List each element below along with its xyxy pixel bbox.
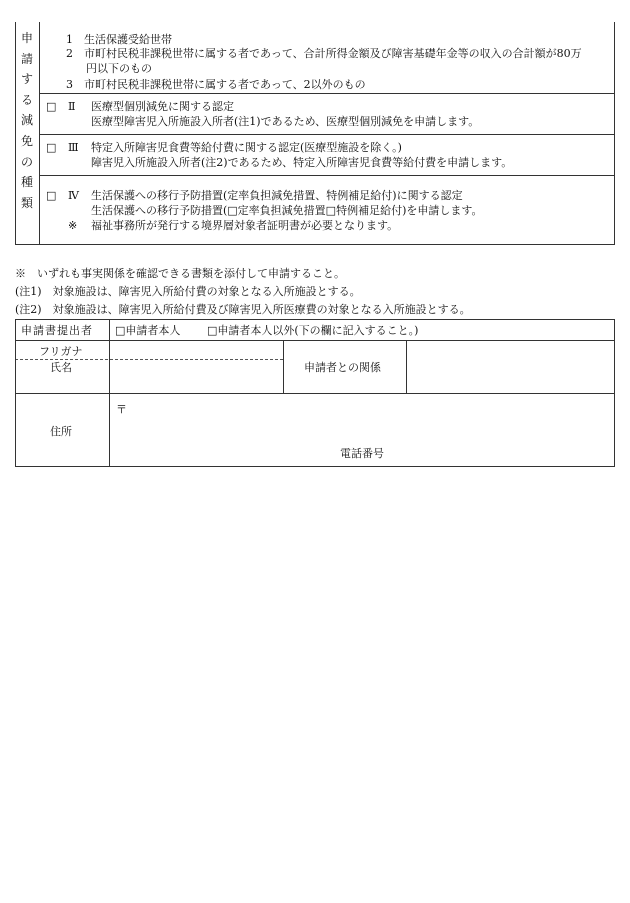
submitter-row-divider-2 [15,393,615,394]
section2-checkbox[interactable]: □ [46,100,57,113]
section4-note: 福祉事務所が発行する境界層対象者証明書が必要となります。 [91,219,399,232]
furigana-label: フリガナ [39,345,83,358]
note-2: (注2) 対象施設は、障害児入所給付費及び障害児入所医療費の対象となる入所施設とする。 [15,303,471,316]
option-other[interactable]: □申請者本人以外(下の欄に記入すること。) [207,324,419,337]
section2-body: 医療型障害児入所施設入所者(注1)であるため、医療型個別減免を申請します。 [91,115,480,128]
section4-title: 生活保護への移行予防措置(定率負担減免措置、特例補足給付)に関する認定 [91,189,463,202]
section1-item1: 1 生活保護受給世帯 [66,33,172,46]
address-label: 住所 [50,425,72,438]
option-self[interactable]: □申請者本人 [115,324,181,337]
header-char: 種 [20,175,33,190]
postal-mark: 〒 [116,403,127,416]
reduction-type-header [15,28,39,213]
note-1: (注1) 対象施設は、障害児入所給付費の対象となる入所施設とする。 [15,285,361,298]
header-char: 申 [20,31,33,45]
section1-item2: 2 市町村民税非課税世帯に属する者であって、合計所得金額及び障害基礎年金等の収入の合計額が80万 [66,47,582,60]
table-border-bottom [15,244,615,245]
name-field[interactable] [110,361,282,393]
section-divider-1 [39,93,615,94]
address-field[interactable] [130,398,610,440]
submitter-border-right [614,319,615,467]
furigana-divider [15,359,283,360]
submitter-border-left [15,319,16,467]
name-relation-divider [283,340,284,394]
section-divider-2 [39,134,615,135]
submitter-label: 申請書提出者 [21,324,93,337]
general-note: ※ いずれも事実関係を確認できる書類を添付して申請すること。 [15,267,345,280]
header-char: 請 [20,51,33,66]
phone-field[interactable] [392,444,610,462]
section4-checkbox[interactable]: □ [46,189,57,202]
section2-numeral: Ⅱ [68,100,76,113]
header-char: す [20,72,33,87]
header-char: 減 [20,113,33,128]
section3-numeral: Ⅲ [68,141,79,154]
section3-body: 障害児入所施設入所者(注2)であるため、特定入所障害児食費等給付費を申請します。 [91,156,513,169]
header-char: の [20,154,33,169]
section1-item3: 3 市町村民税非課税世帯に属する者であって、2以外のもの [66,78,366,91]
section1-item2-cont: 円以下のもの [86,62,152,75]
name-label: 氏名 [50,361,72,374]
relation-label: 申請者との関係 [304,361,381,374]
header-char: る [20,92,33,107]
header-char: 免 [20,133,33,148]
relation-field[interactable] [407,341,613,393]
furigana-field[interactable] [110,341,282,359]
phone-label: 電話番号 [340,447,384,460]
section3-title: 特定入所障害児食費等給付費に関する認定(医療型施設を除く。) [91,141,402,154]
header-char: 類 [20,195,33,210]
section2-title: 医療型個別減免に関する認定 [91,100,234,113]
section3-checkbox[interactable]: □ [46,141,57,154]
section4-note-mark: ※ [68,219,78,232]
submitter-border-top [15,319,615,320]
section4-body: 生活保護への移行予防措置(□定率負担減免措置□特例補足給付)を申請します。 [91,204,483,217]
submitter-border-bottom [15,466,615,467]
section-divider-3 [39,175,615,176]
section4-numeral: Ⅳ [68,189,79,202]
